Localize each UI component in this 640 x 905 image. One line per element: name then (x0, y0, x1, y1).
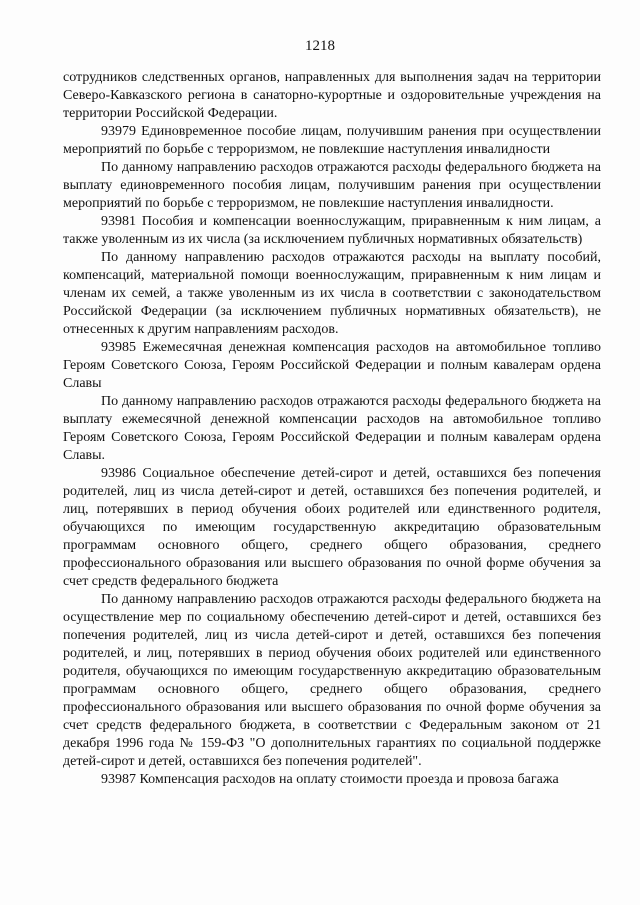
document-body (63, 69, 601, 789)
paragraph-continuation: сотрудников следственных органов, направленных для выполнения задач на территории Северо-Кавказского региона в санаторно-курортные и оздоровительные учреждения на территории Российской Федерации. (63, 70, 601, 121)
paragraph-93987-heading: 93987 Компенсация расходов на оплату стоимости проезда и провоза багажа (101, 772, 559, 787)
paragraph-93981-description: По данному направлению расходов отражаются расходы на выплату пособий, компенсаций, материальной помощи военнослужащим, приравненным к ним лицам и членам их семей, а также уволенным из их числа в соответствии с законодательством Российской Федерации (за исключением публичных нормативных обязательств), не отнесенных к другим направлениям расходов. (63, 250, 601, 337)
page-number: 1218 (305, 38, 335, 54)
paragraph-93979-heading: 93979 Единовременное пособие лицам, получившим ранения при осуществлении мероприятий по борьбе с терроризмом, не повлекшие наступления инвалидности (63, 124, 601, 157)
paragraph-93981-heading: 93981 Пособия и компенсации военнослужащим, приравненным к ним лицам, а также уволенным из их числа (за исключением публичных нормативных обязательств) (63, 214, 601, 247)
paragraph-93985-heading: 93985 Ежемесячная денежная компенсация расходов на автомобильное топливо Героям Советского Союза, Героям Российской Федерации и полным кавалерам ордена Славы (63, 340, 601, 391)
paragraph-93985-description: По данному направлению расходов отражаются расходы федерального бюджета на выплату ежемесячной денежной компенсации расходов на автомобильное топливо Героям Советского Союза, Героям Российской Федерации и полным кавалерам ордена Славы. (63, 394, 601, 463)
paragraph-93979-description: По данному направлению расходов отражаются расходы федерального бюджета на выплату единовременного пособия лицам, получившим ранения при осуществлении мероприятий по борьбе с терроризмом, не повлекшие наступления инвалидности. (63, 160, 601, 211)
paragraph-93986-description: По данному направлению расходов отражаются расходы федерального бюджета на осуществление мер по социальному обеспечению детей-сирот и детей, оставшихся без попечения родителей, лиц из числа детей-сирот и детей, оставшихся без попечения родителей, и лиц, потерявших в период обучения обоих родителей или единственного родителя, обучающихся по имеющим государственную аккредитацию образовательным программам основного общего, среднего общего образования, среднего профессионального образования или высшего образования по очной форме обучения за счет средств федерального бюджета, в соответствии с Федеральным законом от 21 декабря 1996 года № 159-ФЗ "О дополнительных гарантиях по социальной поддержке детей-сирот и детей, оставшихся без попечения родителей". (63, 592, 601, 769)
paragraph-93986-heading: 93986 Социальное обеспечение детей-сирот и детей, оставшихся без попечения родителей, лиц из числа детей-сирот и детей, оставшихся без попечения родителей, и лиц, потерявших в период обучения обоих родителей или единственного родителя, обучающихся по имеющим государственную аккредитацию образовательным программам основного общего, среднего общего образования, среднего профессионального образования или высшего образования по очной форме обучения за счет средств федерального бюджета (63, 466, 601, 589)
